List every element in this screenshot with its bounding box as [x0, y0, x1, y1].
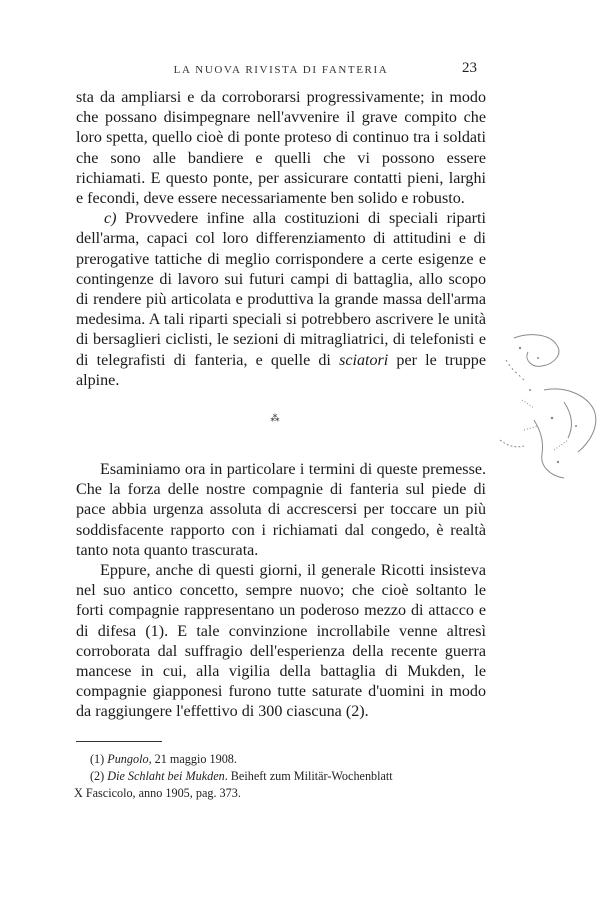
stamp-dot [519, 347, 521, 349]
footnotes [76, 751, 496, 802]
stamp-stroke [534, 420, 564, 478]
paragraph-c-text: Provvedere infine alla costituzioni di speciali riparti dell'arma, capaci col loro differenziamento di attitudini e di prerogative tattiche di meglio corrispondere a certe esigenze e contingenze di lavoro sui futuri campi di battaglia, allo scopo di rendere più articolata e produttiva la grande massa dell'arma medesima. A tali riparti speciali si potrebbero ascrivere le unità di bersaglieri ciclisti, le sezioni di mitragliatrici, di telefonisti e di telegrafisti di fanteria, e quelle di [76, 210, 486, 369]
list-label-c: c) [104, 210, 117, 228]
footnote-2 [76, 768, 496, 785]
stamp-dot [557, 461, 559, 463]
body-text-lower [76, 460, 486, 723]
paragraph-c-end: per le truppe alpine. [76, 351, 486, 389]
paragraph-c [76, 209, 486, 391]
footnote-2-continuation: X Fascicolo, anno 1905, pag. 373. [74, 786, 241, 800]
paragraph-continuation: sta da ampliarsi e da corroborarsi progressivamente; in modo che possano disimpegnare nell'avvenire il grave compito che loro spetta, quello cioè di ponte proteso di continuo tra i soldati che sono alle bandiere e quelli che vi possono essere richiamati. E questo ponte, per assicurare contatti pieni, larghi e fecondi, deve essere necessariamente ben solido e robusto. [76, 89, 486, 208]
running-title: LA NUOVA RIVISTA DI FANTERIA [173, 64, 389, 76]
stamp-dot [537, 357, 539, 359]
body-text-upper [76, 88, 486, 391]
stamp-dot [551, 417, 554, 420]
asterism-ornament: ⁂ [270, 413, 280, 423]
page-number: 23 [462, 60, 477, 76]
footnote-2-rest: . Beiheft zum Militär-Wochenblatt [224, 769, 393, 783]
library-stamp-mark [494, 330, 604, 490]
stamp-stroke [544, 389, 596, 452]
stamp-stroke [506, 360, 524, 380]
paragraph-esaminiamo: Esaminiamo ora in particolare i termini di queste premesse. Che la forza delle nostre compagnie di fanteria sul piede di pace abbia urgenza assoluta di accrescersi per toccare un più soddisfacente rapporto con i richiamati dal congedo, è realtà tanto nota quanto trascurata. [76, 461, 486, 559]
footnote-2-mark: (2) [90, 769, 105, 783]
footnote-2-title: Die Schlaht bei Mukden [107, 769, 225, 783]
footnote-1-title: Pungolo [107, 752, 149, 766]
stamp-stroke [500, 440, 524, 447]
stamp-stroke [564, 402, 571, 438]
stamp-dot [529, 389, 531, 391]
footnote-1 [76, 751, 496, 768]
footnote-1-rest: , 21 maggio 1908. [148, 752, 237, 766]
footnote-1-mark: (1) [90, 752, 105, 766]
footnote-rule [76, 741, 162, 742]
paragraph-eppure: Eppure, anche di questi giorni, il generale Ricotti insisteva nel suo antico concetto, sempre nuovo; che cioè soltanto le forti compagnie rappresentano un poderoso mezzo di attacco e di difesa (1). E tale convinzione incrollabile venne altresì corroborata dal suffragio dell'esperienza della recente guerra mancese in cui, alla vigilia della battaglia di Mukden, le compagnie giapponesi furono tutte saturate d'uomini in modo da raggiungere l'effettivo di 300 ciascuna (2). [76, 562, 486, 721]
italic-term-sciatori: sciatori [339, 351, 389, 369]
stamp-stroke [514, 335, 559, 367]
stamp-dot [575, 425, 577, 427]
stamp-stroke [522, 400, 568, 450]
